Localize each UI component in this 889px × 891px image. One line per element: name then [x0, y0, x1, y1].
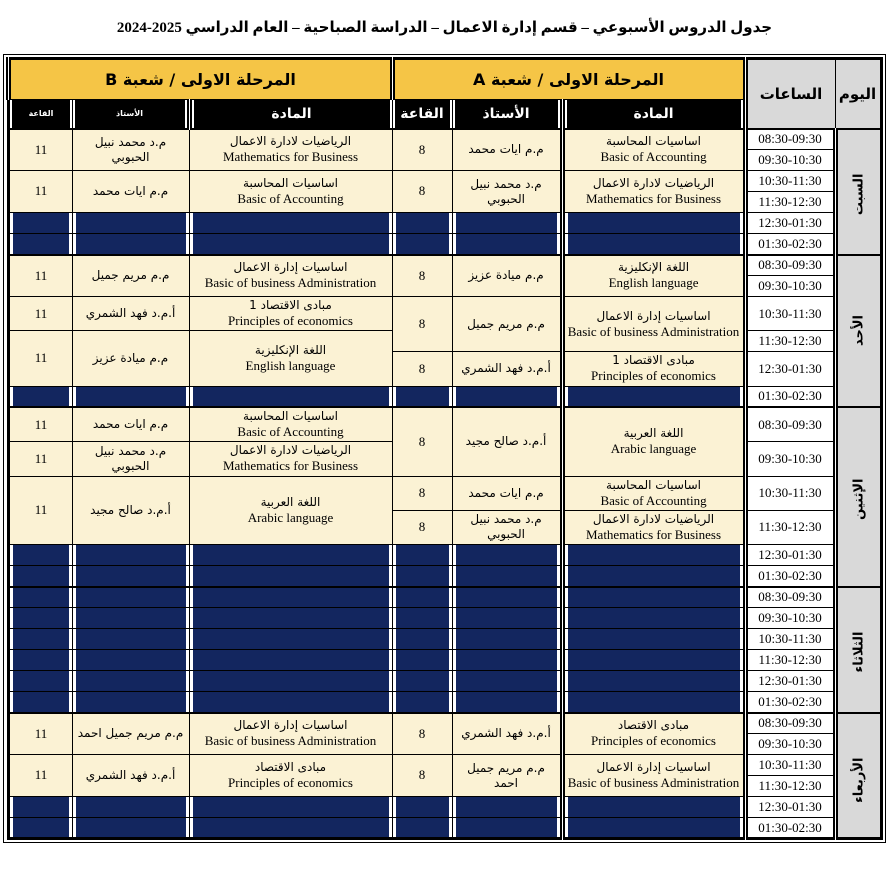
room-cell: 8 [392, 255, 452, 297]
subject-cell [562, 755, 745, 797]
subject-english: Basic of business Administration [204, 275, 377, 291]
subject-arabic: مبادى الاقتصاد [617, 718, 690, 733]
subject-english: Basic of Accounting [237, 424, 344, 439]
empty-teacher-cell [72, 234, 189, 255]
teacher-cell: م.د محمد نبيل الحبوبي [72, 129, 189, 171]
room-cell: 8 [392, 476, 452, 510]
empty-teacher-cell [452, 213, 562, 234]
empty-teacher-cell [452, 566, 562, 587]
time-slot-cell: 11:30-12:30 [745, 776, 835, 797]
schedule-row [9, 755, 881, 776]
schedule-row [9, 713, 881, 734]
subject-arabic: اللغة الإنكليزية [254, 342, 327, 357]
empty-room-cell [392, 545, 452, 566]
teacher-cell: م.م ايات محمد [452, 476, 562, 510]
empty-teacher-cell [72, 818, 189, 839]
empty-subject-cell [562, 650, 745, 671]
time-slot-cell: 01:30-02:30 [745, 692, 835, 713]
empty-subject-cell [562, 818, 745, 839]
time-slot-cell: 11:30-12:30 [745, 650, 835, 671]
subject-arabic: اساسيات إدارة الاعمال [596, 759, 711, 774]
empty-subject-cell [189, 566, 392, 587]
teacher-cell: أ.م.د فهد الشمري [72, 755, 189, 797]
empty-teacher-cell [452, 797, 562, 818]
subject-arabic: مبادى الاقتصاد 1 [249, 298, 332, 312]
day-cell [835, 587, 881, 713]
time-slot-cell: 12:30-01:30 [745, 797, 835, 818]
schedule-row [9, 650, 881, 671]
empty-room-cell [392, 671, 452, 692]
time-slot-cell: 11:30-12:30 [745, 192, 835, 213]
schedule-header [9, 59, 881, 129]
teacher-cell: م.م ايات محمد [72, 407, 189, 442]
day-cell [835, 255, 881, 408]
empty-room-cell [9, 797, 72, 818]
subject-english: Mathematics for Business [585, 190, 722, 206]
empty-room-cell [392, 234, 452, 255]
group-header-row [9, 59, 881, 100]
subject-cell [189, 755, 392, 797]
room-cell: 8 [392, 755, 452, 797]
section-b-header: المرحلة الاولى / شعبة B [9, 59, 392, 100]
subject-arabic: مبادى الاقتصاد [254, 759, 327, 774]
subject-english: Principles of economics [591, 733, 716, 749]
subject-arabic: مبادى الاقتصاد 1 [612, 353, 695, 368]
empty-room-cell [9, 234, 72, 255]
empty-room-cell [9, 587, 72, 608]
empty-teacher-cell [452, 650, 562, 671]
schedule-row [9, 476, 881, 510]
subject-arabic: اساسيات المحاسبة [243, 175, 338, 190]
time-slot-cell: 08:30-09:30 [745, 713, 835, 734]
time-slot-cell: 09:30-10:30 [745, 150, 835, 171]
teacher-cell: أ.م.د فهد الشمري [452, 352, 562, 386]
teacher-cell: أ.م.د فهد الشمري [72, 297, 189, 331]
empty-room-cell [392, 566, 452, 587]
room-cell: 11 [9, 442, 72, 476]
teacher-cell: أ.م.د صالح مجيد [452, 407, 562, 476]
time-slot-cell: 01:30-02:30 [745, 818, 835, 839]
subject-arabic: اساسيات إدارة الاعمال [233, 260, 348, 275]
empty-subject-cell [562, 386, 745, 407]
room-cell: 8 [392, 407, 452, 476]
subject-cell [562, 129, 745, 171]
hours-column-header: الساعات [745, 59, 835, 129]
schedule-row [9, 297, 881, 331]
teacher-cell: م.م مريم جميل احمد [452, 755, 562, 797]
subject-cell [189, 476, 392, 545]
room-cell: 11 [9, 331, 72, 386]
subject-arabic: اساسيات المحاسبة [606, 134, 701, 149]
empty-room-cell [392, 692, 452, 713]
empty-subject-cell [189, 650, 392, 671]
schedule-row [9, 608, 881, 629]
empty-teacher-cell [72, 797, 189, 818]
schedule-row [9, 629, 881, 650]
empty-teacher-cell [72, 650, 189, 671]
day-label: الأربعاء [851, 757, 867, 803]
room-cell: 8 [392, 713, 452, 755]
subject-cell [189, 407, 392, 442]
empty-room-cell [9, 671, 72, 692]
room-cell: 11 [9, 255, 72, 297]
subject-english: Basic of Accounting [600, 149, 707, 165]
section-b-teacher-header: الأستاذ [72, 100, 189, 129]
time-slot-cell: 10:30-11:30 [745, 629, 835, 650]
schedule-row [9, 407, 881, 442]
time-slot-cell: 09:30-10:30 [745, 276, 835, 297]
empty-room-cell [392, 818, 452, 839]
teacher-cell: أ.م.د صالح مجيد [72, 476, 189, 545]
empty-teacher-cell [452, 386, 562, 407]
subject-cell [189, 442, 392, 476]
empty-room-cell [9, 566, 72, 587]
subject-english: Mathematics for Business [222, 458, 359, 474]
empty-subject-cell [189, 818, 392, 839]
room-cell: 11 [9, 407, 72, 442]
subject-cell [189, 297, 392, 331]
day-label: الأحد [851, 315, 867, 347]
schedule-row [9, 213, 881, 234]
room-cell: 11 [9, 129, 72, 171]
teacher-cell: م.د محمد نبيل الحبوبي [452, 510, 562, 544]
empty-teacher-cell [452, 818, 562, 839]
subject-english: Basic of business Administration [204, 733, 377, 749]
time-slot-cell: 11:30-12:30 [745, 331, 835, 352]
subject-cell [189, 255, 392, 297]
empty-teacher-cell [72, 608, 189, 629]
empty-room-cell [392, 797, 452, 818]
empty-room-cell [392, 587, 452, 608]
schedule-row [9, 692, 881, 713]
empty-teacher-cell [452, 545, 562, 566]
empty-subject-cell [189, 545, 392, 566]
empty-teacher-cell [452, 608, 562, 629]
subject-cell [562, 713, 745, 755]
subject-english: Principles of economics [228, 774, 353, 790]
subject-cell [562, 297, 745, 352]
subject-arabic: الرياضيات لادارة الاعمال [592, 175, 715, 190]
time-slot-cell: 10:30-11:30 [745, 476, 835, 510]
empty-subject-cell [562, 545, 745, 566]
subject-english: Basic of Accounting [237, 190, 344, 206]
time-slot-cell: 12:30-01:30 [745, 545, 835, 566]
day-label: السبت [851, 173, 867, 216]
room-cell: 8 [392, 510, 452, 544]
subject-cell [189, 129, 392, 171]
empty-room-cell [9, 629, 72, 650]
subject-cell [189, 331, 392, 386]
empty-teacher-cell [72, 545, 189, 566]
section-b-subject-header: المادة [189, 100, 392, 129]
empty-teacher-cell [452, 629, 562, 650]
subject-english: Mathematics for Business [585, 526, 722, 542]
subject-cell [562, 255, 745, 297]
time-slot-cell: 10:30-11:30 [745, 755, 835, 776]
schedule-table [6, 57, 882, 840]
empty-room-cell [392, 629, 452, 650]
empty-subject-cell [189, 671, 392, 692]
section-a-room-header: القاعة [392, 100, 452, 129]
teacher-cell: أ.م.د فهد الشمري [452, 713, 562, 755]
empty-teacher-cell [452, 671, 562, 692]
empty-subject-cell [189, 587, 392, 608]
subject-english: Arabic language [610, 441, 697, 457]
room-cell: 8 [392, 297, 452, 352]
room-cell: 11 [9, 755, 72, 797]
time-slot-cell: 08:30-09:30 [745, 129, 835, 150]
empty-room-cell [9, 650, 72, 671]
teacher-cell: م.م ميادة عزيز [72, 331, 189, 386]
subject-arabic: اساسيات إدارة الاعمال [233, 718, 348, 733]
teacher-cell: م.م مريم جميل احمد [72, 713, 189, 755]
empty-subject-cell [189, 608, 392, 629]
empty-room-cell [9, 818, 72, 839]
section-b-room-header: القاعة [9, 100, 72, 129]
teacher-cell: م.م ايات محمد [452, 129, 562, 171]
subject-arabic: الرياضيات لادارة الاعمال [229, 134, 352, 149]
time-slot-cell: 08:30-09:30 [745, 407, 835, 442]
schedule-row [9, 545, 881, 566]
day-label: الثلاثاء [851, 631, 867, 673]
subject-cell [562, 510, 745, 544]
schedule-row [9, 171, 881, 192]
day-column-header: اليوم [835, 59, 881, 129]
empty-subject-cell [189, 386, 392, 407]
subject-arabic: اساسيات المحاسبة [606, 477, 701, 492]
empty-room-cell [392, 213, 452, 234]
schedule-row [9, 797, 881, 818]
empty-subject-cell [562, 234, 745, 255]
room-cell: 8 [392, 352, 452, 386]
subject-arabic: اساسيات إدارة الاعمال [596, 308, 711, 323]
empty-subject-cell [562, 671, 745, 692]
subject-english: English language [608, 275, 699, 291]
time-slot-cell: 09:30-10:30 [745, 734, 835, 755]
empty-subject-cell [189, 234, 392, 255]
subject-english: Arabic language [247, 509, 334, 525]
subject-arabic: اساسيات المحاسبة [243, 409, 338, 423]
teacher-cell: م.م ميادة عزيز [452, 255, 562, 297]
empty-subject-cell [189, 797, 392, 818]
teacher-cell: م.م ايات محمد [72, 171, 189, 213]
empty-room-cell [9, 608, 72, 629]
room-cell: 11 [9, 297, 72, 331]
schedule-body [9, 129, 881, 839]
empty-room-cell [392, 608, 452, 629]
empty-teacher-cell [72, 386, 189, 407]
time-slot-cell: 12:30-01:30 [745, 213, 835, 234]
time-slot-cell: 09:30-10:30 [745, 608, 835, 629]
room-cell: 8 [392, 171, 452, 213]
subject-arabic: اللغة العربية [260, 494, 321, 509]
teacher-cell: م.د محمد نبيل الحبوبي [452, 171, 562, 213]
time-slot-cell: 11:30-12:30 [745, 510, 835, 544]
subject-english: Mathematics for Business [222, 149, 359, 165]
time-slot-cell: 08:30-09:30 [745, 255, 835, 276]
empty-room-cell [9, 545, 72, 566]
schedule-row [9, 587, 881, 608]
empty-teacher-cell [72, 566, 189, 587]
empty-room-cell [9, 386, 72, 407]
page-title: جدول الدروس الأسبوعي – قسم إدارة الاعمال – الدراسة الصباحية – العام الدراسي 2025-2024 [116, 20, 773, 36]
section-a-subject-header: المادة [562, 100, 745, 129]
section-a-header: المرحلة الاولى / شعبة A [392, 59, 745, 100]
schedule-row [9, 386, 881, 407]
subject-english: English language [245, 357, 336, 373]
subject-cell [189, 171, 392, 213]
time-slot-cell: 08:30-09:30 [745, 587, 835, 608]
empty-subject-cell [562, 566, 745, 587]
time-slot-cell: 01:30-02:30 [745, 386, 835, 407]
teacher-cell: م.م مريم جميل [452, 297, 562, 352]
teacher-cell: م.د محمد نبيل الحبوبي [72, 442, 189, 476]
subject-cell [562, 171, 745, 213]
day-cell [835, 129, 881, 255]
empty-teacher-cell [72, 629, 189, 650]
subject-english: Basic of Accounting [600, 492, 707, 508]
empty-teacher-cell [72, 213, 189, 234]
schedule-row [9, 671, 881, 692]
subject-english: Basic of business Administration [567, 323, 740, 339]
empty-room-cell [9, 213, 72, 234]
empty-teacher-cell [452, 692, 562, 713]
subject-english: Principles of economics [591, 368, 716, 384]
empty-teacher-cell [72, 671, 189, 692]
time-slot-cell: 10:30-11:30 [745, 297, 835, 331]
empty-subject-cell [562, 692, 745, 713]
schedule-row [9, 818, 881, 839]
day-cell [835, 407, 881, 587]
teacher-cell: م.م مريم جميل [72, 255, 189, 297]
empty-room-cell [9, 692, 72, 713]
schedule-row [9, 234, 881, 255]
empty-subject-cell [189, 692, 392, 713]
subject-cell [562, 476, 745, 510]
room-cell: 11 [9, 476, 72, 545]
time-slot-cell: 12:30-01:30 [745, 671, 835, 692]
empty-subject-cell [562, 213, 745, 234]
empty-room-cell [392, 386, 452, 407]
subject-arabic: اللغة العربية [623, 426, 684, 441]
empty-subject-cell [189, 629, 392, 650]
schedule-row [9, 129, 881, 150]
time-slot-cell: 09:30-10:30 [745, 442, 835, 476]
time-slot-cell: 12:30-01:30 [745, 352, 835, 386]
day-cell [835, 713, 881, 839]
empty-teacher-cell [452, 234, 562, 255]
room-cell: 8 [392, 129, 452, 171]
subject-arabic: الرياضيات لادارة الاعمال [592, 511, 715, 526]
empty-subject-cell [562, 587, 745, 608]
subject-arabic: اللغة الإنكليزية [617, 260, 690, 275]
schedule-row [9, 566, 881, 587]
empty-subject-cell [562, 797, 745, 818]
empty-teacher-cell [452, 587, 562, 608]
empty-subject-cell [562, 629, 745, 650]
subject-cell [562, 407, 745, 476]
empty-teacher-cell [72, 587, 189, 608]
room-cell: 11 [9, 713, 72, 755]
empty-subject-cell [562, 608, 745, 629]
room-cell: 11 [9, 171, 72, 213]
empty-subject-cell [189, 213, 392, 234]
empty-room-cell [392, 650, 452, 671]
subject-english: Principles of economics [228, 313, 353, 328]
subject-cell [189, 713, 392, 755]
empty-teacher-cell [72, 692, 189, 713]
time-slot-cell: 01:30-02:30 [745, 234, 835, 255]
subject-cell [562, 352, 745, 386]
time-slot-cell: 01:30-02:30 [745, 566, 835, 587]
subject-english: Basic of business Administration [567, 774, 740, 790]
subject-arabic: الرياضيات لادارة الاعمال [229, 443, 352, 458]
day-label: الإثنين [851, 478, 867, 521]
time-slot-cell: 10:30-11:30 [745, 171, 835, 192]
section-a-teacher-header: الأستاذ [452, 100, 562, 129]
schedule-row [9, 255, 881, 276]
